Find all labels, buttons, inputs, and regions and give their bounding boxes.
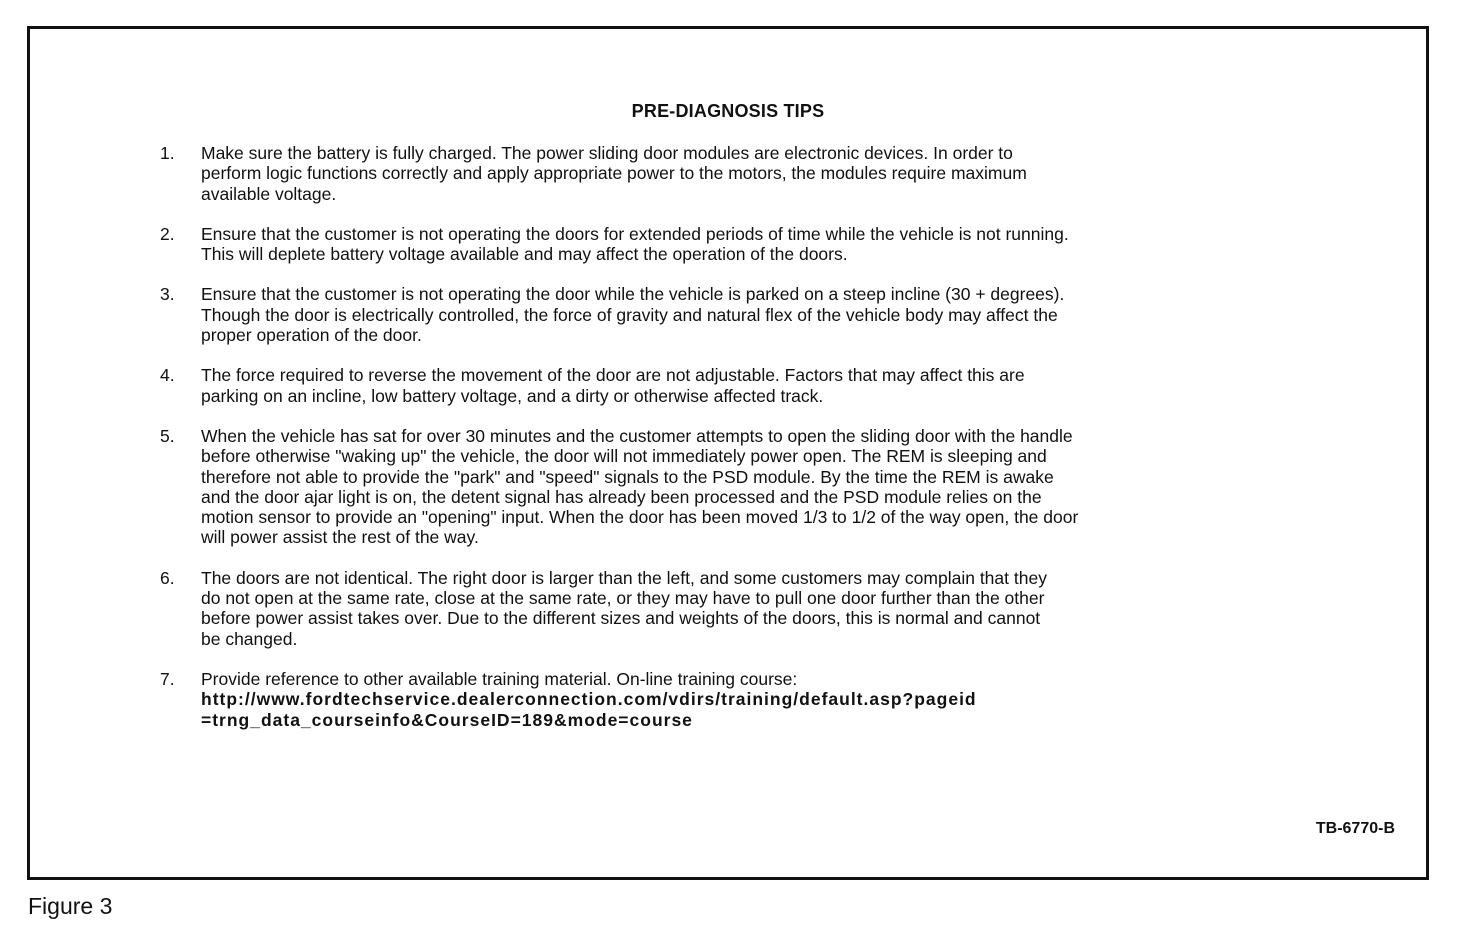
tip-number: 4. bbox=[160, 365, 175, 386]
figure-frame bbox=[27, 26, 1429, 880]
tip-text: When the vehicle has sat for over 30 minutes and the customer attempts to open the sliding door with the handle before otherwise "waking up" the vehicle, the door will not immediately power open. The REM is sleeping and therefore not able to provide the "park" and "speed" signals to the PSD module. By the time the REM is awake and the door ajar light is on, the detent signal has already been processed and the PSD module relies on the motion sensor to provide an "opening" input. When the door has been moved 1/3 to 1/2 of the way open, the door will power assist the rest of the way. bbox=[201, 425, 1079, 548]
tip-item-6 bbox=[160, 568, 1300, 649]
page-title: PRE-DIAGNOSIS TIPS bbox=[631, 101, 825, 121]
tip-item-4 bbox=[160, 365, 1300, 406]
tip-number: 3. bbox=[160, 284, 175, 305]
tip-text: The force required to reverse the movement of the door are not adjustable. Factors that may affect this are parking on an incline, low battery voltage, and a dirty or otherwise affected track. bbox=[201, 365, 1025, 406]
tip-text: Ensure that the customer is not operating the door while the vehicle is parked on a steep incline (30 + degrees). Though the door is electrically controlled, the force of gravity and natural flex of the vehicle body may affect the proper operation of the door. bbox=[201, 284, 1065, 346]
tip-item-7 bbox=[160, 669, 1300, 730]
figure-caption: Figure 3 bbox=[28, 893, 113, 919]
tip-number: 1. bbox=[160, 143, 175, 163]
tip-number: 7. bbox=[160, 668, 175, 689]
tip-text: Provide reference to other available training material. On-line training course: bbox=[201, 668, 798, 689]
document-code: TB-6770-B bbox=[1315, 820, 1395, 837]
tip-text: Ensure that the customer is not operating the doors for extended periods of time while the vehicle is not running. This will deplete battery voltage available and may affect the operation of the doors. bbox=[201, 223, 1069, 265]
training-course-url: http://www.fordtechservice.dealerconnection.com/vdirs/training/default.asp?pageid =trng_data_courseinfo&CourseID=189&mode=course bbox=[201, 689, 977, 730]
tip-number: 6. bbox=[160, 567, 175, 588]
tips-list bbox=[160, 143, 1300, 750]
tip-item-2 bbox=[160, 224, 1300, 265]
tip-item-3 bbox=[160, 284, 1300, 345]
tip-number: 2. bbox=[160, 223, 175, 244]
tip-number: 5. bbox=[160, 425, 175, 446]
tip-text: The doors are not identical. The right door is larger than the left, and some customers may complain that they do not open at the same rate, close at the same rate, or they may have to pull one door further than the other before power assist takes over. Due to the different sizes and weights of the doors, this is normal and cannot be changed. bbox=[201, 567, 1047, 649]
tip-item-1 bbox=[160, 143, 1300, 204]
tip-item-5 bbox=[160, 426, 1300, 548]
tip-text: Make sure the battery is fully charged. The power sliding door modules are electronic devices. In order to perform logic functions correctly and apply appropriate power to the motors, the modules require maximum available voltage. bbox=[201, 143, 1027, 204]
